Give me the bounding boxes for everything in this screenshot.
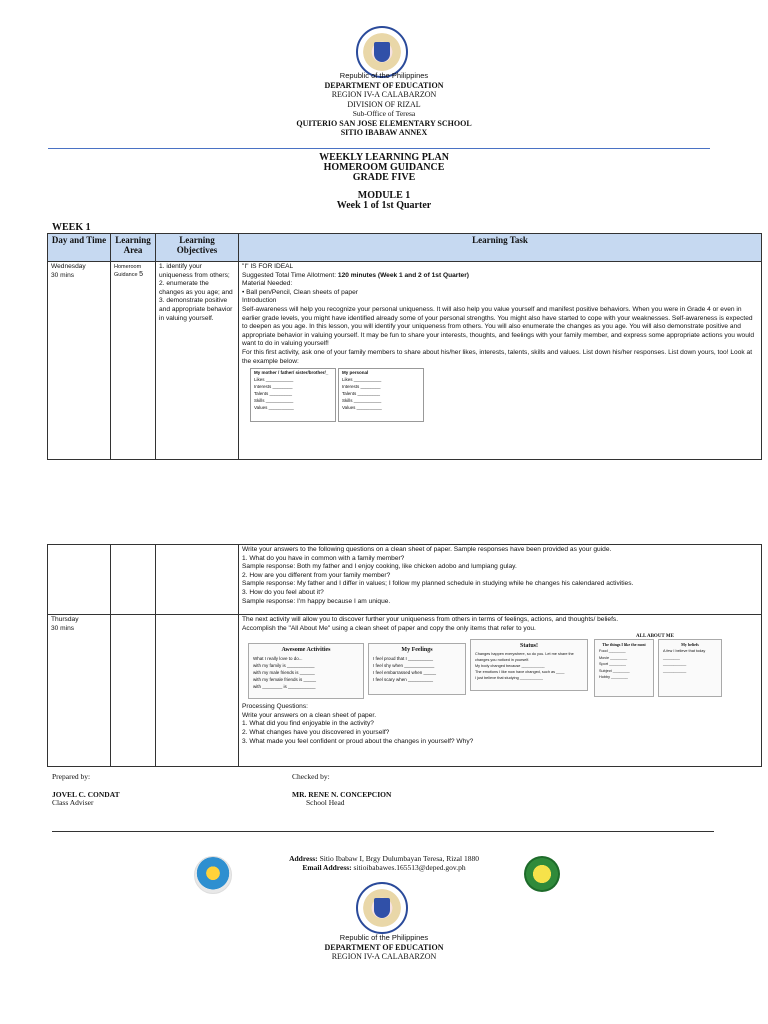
thursday-objectives-cell <box>156 615 239 767</box>
card-line: I just believe that studying ___________ <box>475 676 543 681</box>
task-title: "I" IS FOR IDEAL <box>242 263 294 270</box>
prepared-by-name: JOVEL C. CONDAT <box>52 789 120 799</box>
card-line: with my family is ___________ <box>253 663 315 669</box>
question-1: 1. What do you have in common with a family member? <box>242 554 405 562</box>
question-2: 2. How are you different from your family member? <box>242 571 391 579</box>
materials-label: Material Needed: <box>242 280 293 288</box>
week-label: WEEK 1 <box>52 222 91 233</box>
introduction-text: Self-awareness will help you recognize your personal uniqueness. It will also help you value yourself and manifest positive behaviors. When you were in Grade 4 or even in earlier grade levels, you might have identified already some of your personal strengths. You might also have started to cope with your weaknesses. Self-awareness is expected to deepen as you age. In this lesson, you will identify your uniqueness from others. You will also enumerate the changes as you age. You will also demonstrate positive and appropriate behavior in valuing yourself. It may be fun to share your interests, thoughts, and feelings with your family member, and express some appropriate actions you would want to do in valuing yourself! <box>242 305 755 348</box>
header-learning-task: Learning Task <box>239 234 762 262</box>
family-box-row: Talents _________ <box>254 391 293 397</box>
division-line: DIVISION OF RIZAL <box>347 99 421 109</box>
family-box-row: Values __________ <box>254 405 294 411</box>
introduction-label: Introduction <box>242 297 277 305</box>
questions-cell <box>239 545 762 615</box>
family-box-row: Skills ___________ <box>254 398 294 404</box>
footer-region-line: REGION IV-A CALABARZON <box>331 952 437 961</box>
personal-box-row: Values __________ <box>342 405 382 411</box>
time-allotment <box>242 272 758 281</box>
email-label: Email Address: <box>302 862 352 872</box>
objective-1: 1. identify your uniqueness from others; <box>159 263 230 279</box>
module-titles <box>0 191 768 211</box>
week-quarter-title: Week 1 of 1st Quarter <box>336 200 432 211</box>
area-cell <box>111 262 156 460</box>
school-line: QUITERIO SAN JOSE ELEMENTARY SCHOOL <box>296 118 472 128</box>
footer-divider <box>52 831 714 832</box>
example-area <box>242 366 758 428</box>
my-feelings-card <box>368 643 466 695</box>
accomplish-text: Accomplish the "All About Me" using a clean sheet of paper and copy the only items that refer to you. <box>242 624 536 632</box>
processing-question-2: 2. What changes have you discovered in yourself? <box>242 728 390 736</box>
personal-box-row: Talents _________ <box>342 391 381 397</box>
learning-plan-table-continued <box>47 544 762 767</box>
deped-seal-icon <box>356 882 408 934</box>
processing-question-1: 1. What did you find enjoyable in the activity? <box>242 720 374 728</box>
card-line: Hobby ________ <box>599 675 628 680</box>
thursday-task-cell <box>239 615 762 767</box>
checked-by-label: Checked by: <box>292 772 330 781</box>
letterhead <box>0 71 768 138</box>
processing-intro: Write your answers on a clean sheet of paper. <box>242 711 377 719</box>
prepared-by-role: Class Adviser <box>52 798 94 807</box>
objective-2: 2. enumerate the changes as you age; and <box>159 280 233 296</box>
processing-label: Processing Questions: <box>242 703 308 711</box>
checked-by-name: MR. RENE N. CONCEPCION <box>292 789 392 799</box>
sample-response-2: Sample response: My father and I differ in values; I follow my planned schedule in studying while he changes his calendared activities. <box>242 580 634 588</box>
empty-area-cell <box>111 545 156 615</box>
footer-contact <box>0 855 768 872</box>
card-title: The things I like the most <box>602 642 646 648</box>
day-text: Wednesday <box>51 263 86 270</box>
thursday-area-cell <box>111 615 156 767</box>
status-card <box>470 639 588 691</box>
next-activity-text: The next activity will allow you to discover further your uniqueness from others in terms of feelings, actions, and thoughts/ beliefs. <box>242 616 619 623</box>
card-line: My body changed because ___________ <box>475 664 545 669</box>
card-line: ___________ <box>663 662 687 667</box>
empty-day-cell <box>48 545 111 615</box>
card-title: My beliefs <box>681 642 699 648</box>
questions-intro: Write your answers to the following questions on a clean sheet of paper. Sample responses have been provided as your guide. <box>242 546 612 553</box>
card-title: Awesome Activities <box>281 647 331 654</box>
card-line: I feel shy when ____________ <box>373 663 435 669</box>
learning-plan-table <box>47 233 762 460</box>
materials-text: • Ball pen/Pencil, Clean sheets of paper <box>242 288 358 296</box>
card-line: with ________ is ___________ <box>253 684 316 690</box>
suboffice-line: Sub-Office of Teresa <box>352 109 416 118</box>
card-line: I feel scary when __________ <box>373 677 434 683</box>
processing-question-3: 3. What made you feel confident or proud about the changes in yourself? Why? <box>242 737 474 745</box>
header-divider <box>48 148 710 149</box>
task-cell <box>239 262 762 460</box>
my-beliefs-card <box>658 639 722 697</box>
region-line: REGION IV-A CALABARZON <box>331 90 437 99</box>
family-member-box <box>250 368 336 422</box>
card-line: Food ________ <box>599 649 626 654</box>
card-line: I feel embarrassed when _____ <box>373 670 437 676</box>
footer-letterhead <box>0 933 768 962</box>
card-line: Movie ________ <box>599 655 628 660</box>
prepared-by-block <box>52 773 120 808</box>
card-line: The emotions I like now have changed, such as ____ <box>475 670 565 675</box>
card-title: Status! <box>519 643 538 650</box>
module-title: MODULE 1 <box>357 190 411 201</box>
family-box-row: Interests ________ <box>254 384 293 390</box>
prepared-by-label: Prepared by: <box>52 772 91 781</box>
personal-box-row: Likes ___________ <box>342 377 382 383</box>
footer-republic-line: Republic of the Philippines <box>339 933 429 942</box>
thursday-day-cell <box>48 615 111 767</box>
personal-box-row: Skills ___________ <box>342 398 382 404</box>
card-line: with my male friends is ______ <box>253 670 315 676</box>
first-activity-text: For this first activity, ask one of your family members to share about his/her likes, interests, talents, skills and values. List down his/her responses. List down yours, too! Look at the example below: <box>242 348 753 365</box>
email-line <box>0 864 768 873</box>
email-text: sitioibabawes.165513@deped.gov.ph <box>351 862 466 872</box>
area-number: 5 <box>139 271 143 278</box>
empty-objectives-cell <box>156 545 239 615</box>
card-line: A few I believe that today ________ <box>663 649 706 660</box>
awesome-activities-card <box>248 643 364 699</box>
objective-3: 3. demonstrate positive and appropriate behavior in valuing yourself. <box>159 297 233 322</box>
card-line: with my female friends is _____ <box>253 677 317 683</box>
sample-response-3: Sample response: I'm happy because I am unique. <box>242 597 391 605</box>
footer-department-line: DEPARTMENT OF EDUCATION <box>324 942 444 952</box>
header-day-time: Day and Time <box>48 234 111 262</box>
header-learning-objectives: Learning Objectives <box>156 234 239 262</box>
republic-line: Republic of the Philippines <box>339 71 429 80</box>
time-text: 30 mins <box>51 271 75 279</box>
thursday-day-text: Thursday <box>51 616 79 623</box>
address-label: Address: <box>289 854 318 863</box>
objectives-cell <box>156 262 239 460</box>
day-cell <box>48 262 111 460</box>
checked-by-block <box>292 773 391 808</box>
thursday-time-text: 30 mins <box>51 624 75 632</box>
things-i-like-card <box>594 639 654 697</box>
card-line: Subject ________ <box>599 668 630 673</box>
card-line: What I really love to do... <box>253 656 303 662</box>
card-title: My Feelings <box>401 647 433 654</box>
plan-titles <box>0 153 768 183</box>
card-line: I feel proud that I __________ <box>373 656 434 662</box>
department-line: DEPARTMENT OF EDUCATION <box>324 80 444 90</box>
annex-line: SITIO IBABAW ANNEX <box>340 128 428 137</box>
address-text: Sitio Ibabaw I, Brgy Dulumbayan Teresa, Rizal 1880 <box>317 854 479 863</box>
personal-box-title: My personal <box>342 370 369 376</box>
personal-box <box>338 368 424 422</box>
personal-box-row: Interests ________ <box>342 384 381 390</box>
card-line: ___________ <box>663 668 687 673</box>
all-about-me-title: ALL ABOUT ME <box>636 634 674 640</box>
subject-title: HOMEROOM GUIDANCE <box>323 162 445 173</box>
header-learning-area: Learning Area <box>111 234 156 262</box>
family-box-row: Likes ___________ <box>254 377 294 383</box>
card-line: Changes happen everywhere, so do you. Let me share the changes you noticed in yourself. <box>475 652 574 663</box>
allotment-value: 120 minutes (Week 1 and 2 of 1st Quarter) <box>337 271 469 279</box>
allotment-label: Suggested Total Time Allotment: <box>242 271 338 279</box>
question-3: 3. How do you feel about it? <box>242 588 324 596</box>
family-box-title: My mother / father/ sister/brother/_ <box>254 370 329 376</box>
sample-response-1: Sample response: Both my father and I enjoy cooking, like chicken adobo and lumpiang gulay. <box>242 563 517 571</box>
plan-title: WEEKLY LEARNING PLAN <box>319 152 449 163</box>
checked-by-role: School Head <box>306 798 345 807</box>
grade-title: GRADE FIVE <box>352 172 416 183</box>
all-about-me-area <box>242 633 758 703</box>
card-line: Sport ________ <box>599 662 627 667</box>
area-text: Homeroom Guidance <box>114 264 142 278</box>
